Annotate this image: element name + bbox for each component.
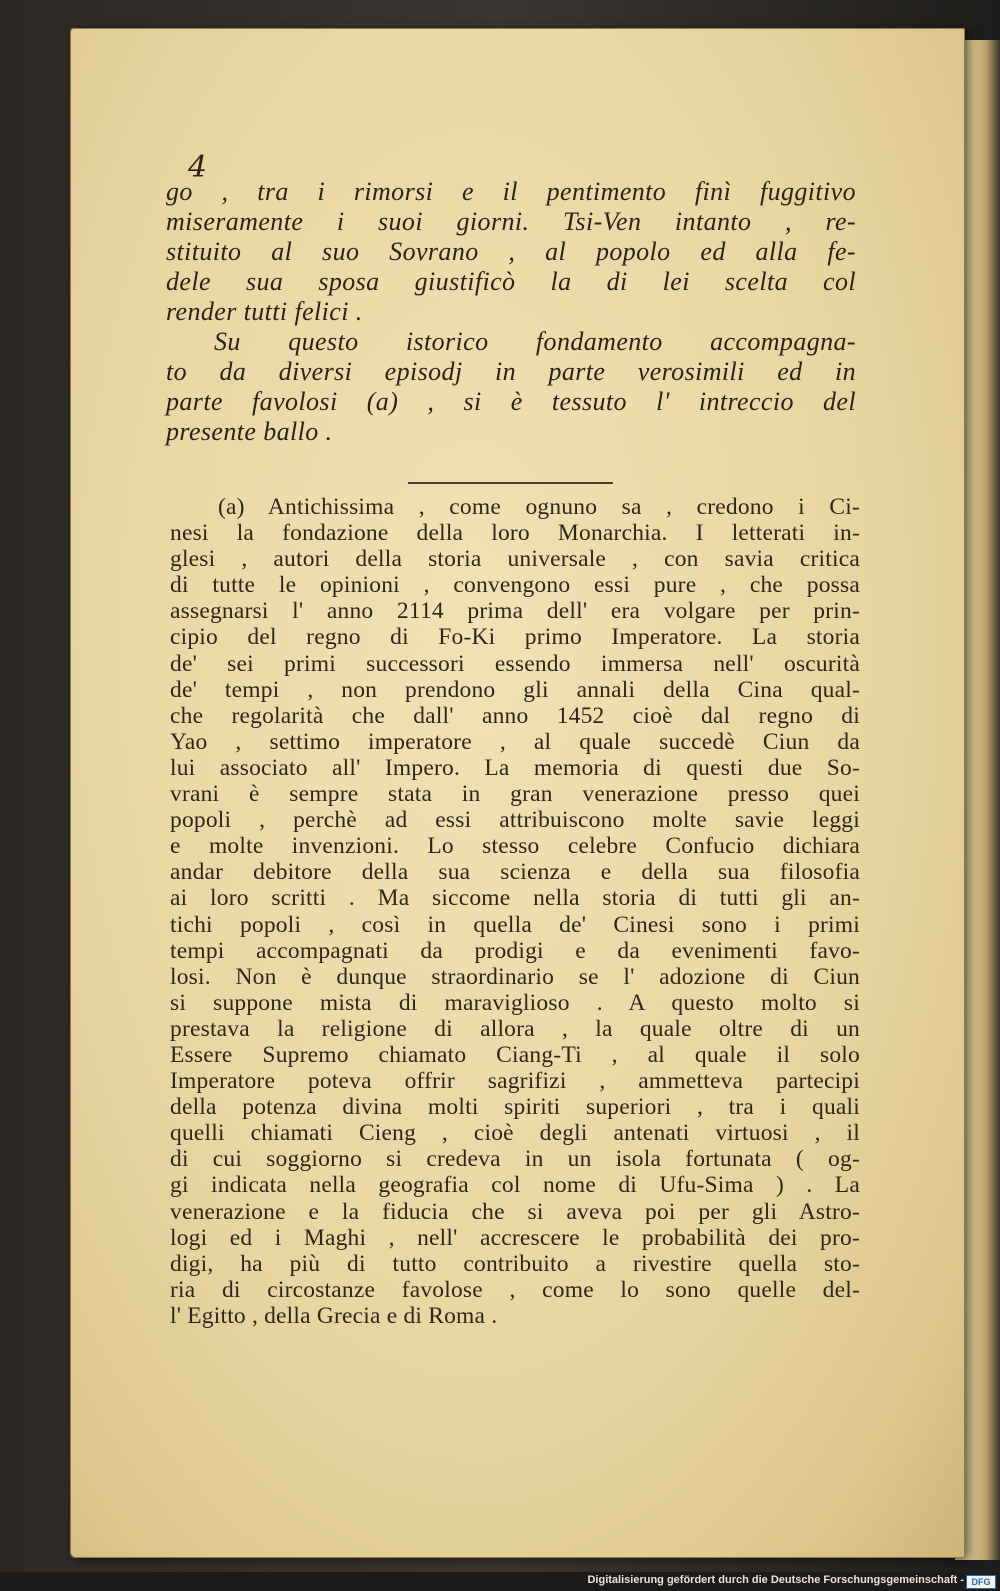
text-line: dele sua sposa giustificò la di lei scelta col bbox=[166, 267, 856, 296]
text-line: go , tra i rimorsi e il pentimento finì fuggitivo bbox=[166, 177, 856, 206]
footnote-line: che regolarità che dall' anno 1452 cioè dal regno di bbox=[170, 702, 860, 729]
footnote-line: Yao , settimo imperatore , al quale succedè Ciun da bbox=[170, 728, 860, 755]
footnote-line: di cui soggiorno si credeva in un isola fortunata ( og- bbox=[170, 1146, 860, 1173]
page-number: 4 bbox=[188, 150, 208, 185]
footnote-line: gi indicata nella geografia col nome di Ufu-Sima ) . La bbox=[170, 1172, 860, 1199]
digitization-credit: Digitalisierung gefördert durch die Deutsche Forschungsgemeinschaft - bbox=[587, 1574, 964, 1586]
footnote-line: de' sei primi successori essendo immersa nell' oscurità bbox=[170, 650, 860, 677]
footnote-line: andar debitore della sua scienza e della sua filosofia bbox=[170, 859, 860, 886]
footnote-line: vrani è sempre stata in gran venerazione presso quei bbox=[170, 781, 860, 808]
footnote-line: di tutte le opinioni , convengono essi pure , che possa bbox=[170, 572, 860, 599]
footnote-line: quelli chiamati Cieng , cioè degli antenati virtuosi , il bbox=[170, 1120, 860, 1147]
footnote bbox=[170, 494, 860, 1329]
text-line: stituito al suo Sovrano , al popolo ed alla fe- bbox=[166, 237, 856, 266]
footnote-line: ai loro scritti . Ma siccome nella storia di tutti gli an- bbox=[170, 885, 860, 912]
footnote-line: Imperatore poteva offrir sagrifizi , ammetteva partecipi bbox=[170, 1068, 860, 1095]
footnote-line: ria di circostanze favolose , come lo sono quelle del- bbox=[170, 1276, 860, 1303]
footnote-line: digi, ha più di tutto contribuito a rivestire quella sto- bbox=[170, 1250, 860, 1277]
footnote-line: popoli , perchè ad essi attribuiscono molte savie leggi bbox=[170, 807, 860, 834]
text-line: parte favolosi (a) , si è tessuto l' intreccio del bbox=[166, 387, 856, 416]
main-italic-text bbox=[166, 177, 856, 447]
footnote-line: Essere Supremo chiamato Ciang-Ti , al quale il solo bbox=[170, 1041, 860, 1068]
footnote-line: tichi popoli , così in quella de' Cinesi sono i primi bbox=[170, 911, 860, 938]
footnote-line: de' tempi , non prendono gli annali della Cina qual- bbox=[170, 676, 860, 703]
footnote-line: venerazione e la fiducia che si aveva poi per gli Astro- bbox=[170, 1198, 860, 1225]
footnote-line: si suppone mista di maraviglioso . A questo molto si bbox=[170, 989, 860, 1016]
text-line: presente ballo . bbox=[166, 417, 333, 446]
text-line: to da diversi episodj in parte verosimili ed in bbox=[166, 357, 856, 386]
footnote-line: della potenza divina molti spiriti superiori , tra i quali bbox=[170, 1094, 860, 1121]
footnote-line: prestava la religione di allora , la quale oltre di un bbox=[170, 1015, 860, 1042]
footnote-line: cipio del regno di Fo-Ki primo Imperatore. La storia bbox=[170, 624, 860, 651]
footnote-line: nesi la fondazione della loro Monarchia. I letterati in- bbox=[170, 520, 860, 547]
footnote-line: glesi , autori della storia universale , con savia critica bbox=[170, 546, 860, 573]
footnote-line: e molte invenzioni. Lo stesso celebre Confucio dichiara bbox=[170, 833, 860, 860]
footnote-line: logi ed i Maghi , nell' accrescere le probabilità dei pro- bbox=[170, 1224, 860, 1251]
footnote-line: tempi accompagnati da prodigi e da evenimenti favo- bbox=[170, 937, 860, 964]
footnote-separator bbox=[408, 482, 613, 484]
text-line: miseramente i suoi giorni. Tsi-Ven intanto , re- bbox=[166, 207, 856, 236]
text-line: render tutti felici . bbox=[166, 297, 363, 326]
footnote-line: (a) Antichissima , come ognuno sa , credono i Ci- bbox=[218, 494, 860, 520]
footnote-line: assegnarsi l' anno 2114 prima dell' era volgare per prin- bbox=[170, 598, 860, 625]
footnote-line: l' Egitto , della Grecia e di Roma . bbox=[170, 1302, 498, 1329]
footnote-line: lui associato all' Impero. La memoria di questi due So- bbox=[170, 754, 860, 781]
dfg-logo: DFG bbox=[966, 1575, 996, 1589]
text-line: Su questo istorico fondamento accompagna- bbox=[214, 327, 856, 356]
footnote-line: losi. Non è dunque straordinario se l' adozione di Ciun bbox=[170, 963, 860, 990]
